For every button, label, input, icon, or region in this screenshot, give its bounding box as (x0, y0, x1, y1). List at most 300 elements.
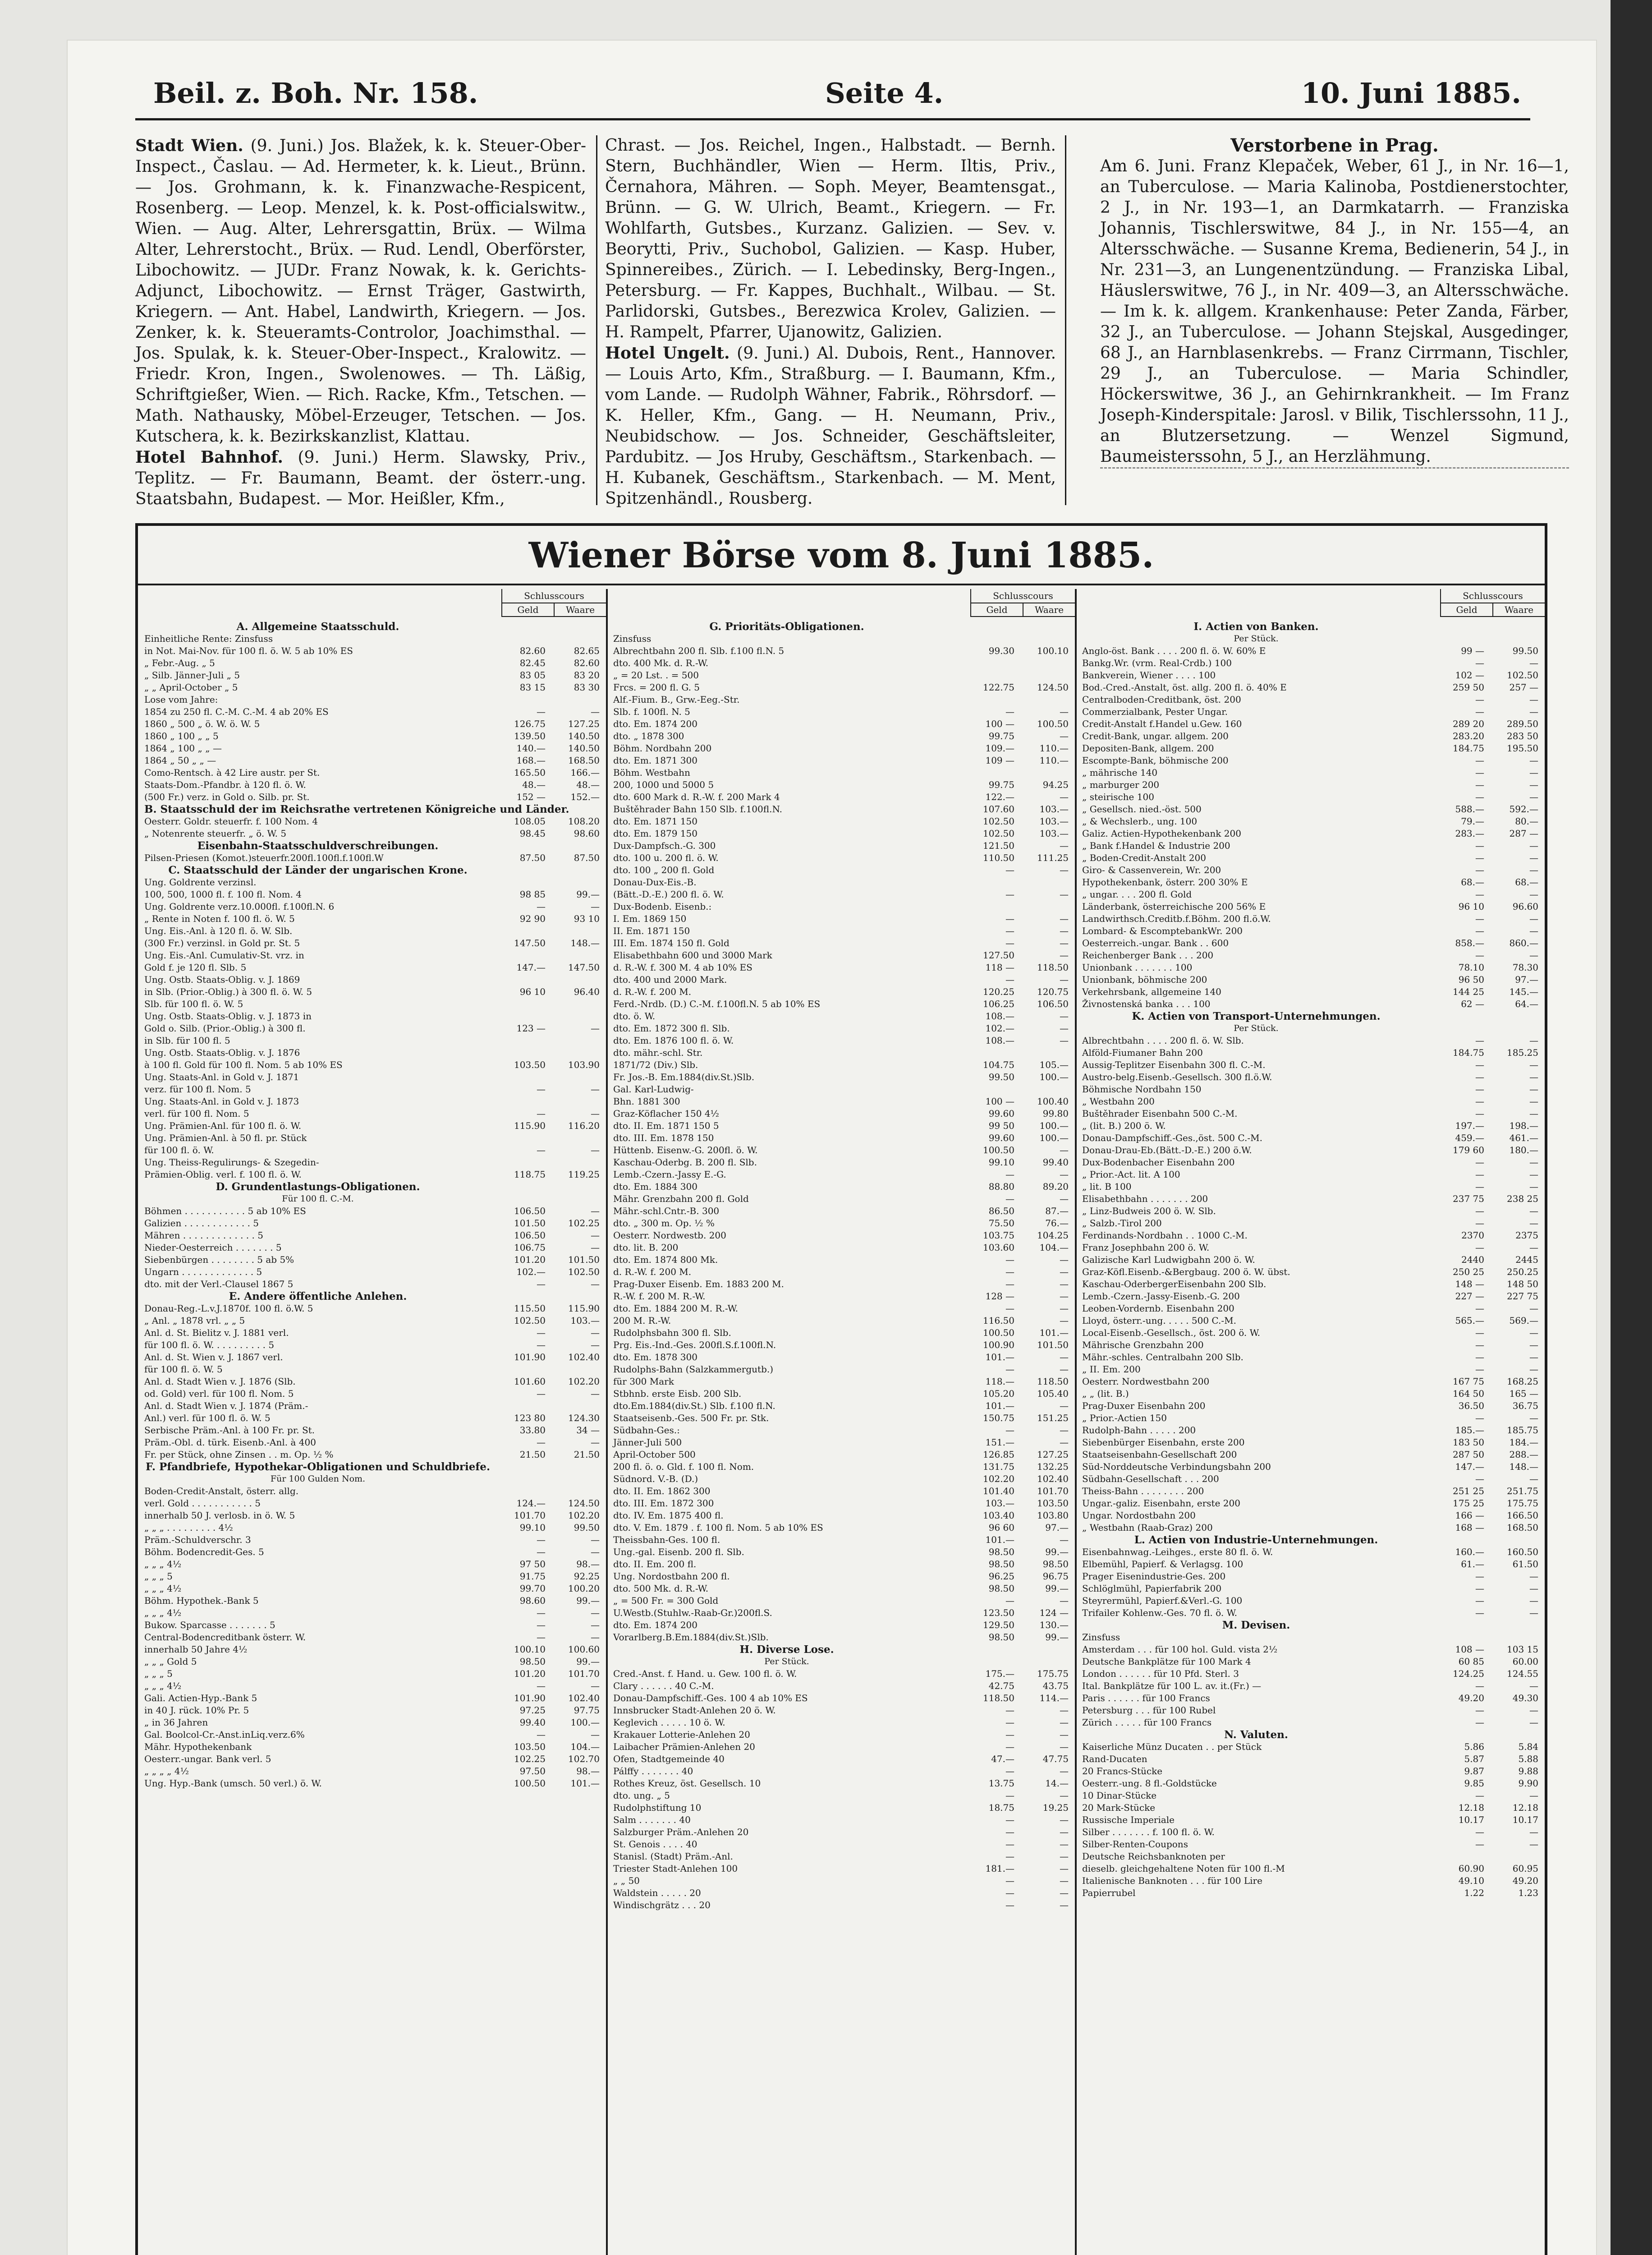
schlusscours-header (970, 589, 1075, 617)
quotation-row (1082, 1424, 1538, 1436)
geld-value: — (1005, 1364, 1014, 1375)
security-name: Rudolph-Bahn . . . . . 200 (1082, 1425, 1196, 1436)
security-name: London . . . . . . für 10 Pfd. Sterl. 3 (1082, 1668, 1239, 1679)
section-subheading (1082, 1022, 1538, 1035)
quotation-row (613, 1436, 1069, 1449)
waare-value: 110.— (1039, 755, 1069, 766)
waare-value: — (1529, 1108, 1538, 1119)
geld-value: — (1005, 1827, 1014, 1837)
quotation-row (613, 876, 1069, 888)
quotation-row (1082, 1035, 1538, 1047)
geld-value: — (1475, 1242, 1484, 1253)
geld-value: 36.50 (1458, 1400, 1484, 1411)
quotation-row (613, 1144, 1069, 1156)
waare-value: 130.— (1039, 1620, 1069, 1630)
quotation-row (144, 1059, 600, 1071)
geld-value: — (1475, 1595, 1484, 1606)
security-name: „ „ „ 4½ (144, 1583, 182, 1594)
geld-value: 118.— (985, 1376, 1014, 1387)
quotation-row (1082, 1887, 1538, 1899)
waare-value: — (1060, 1266, 1069, 1277)
quotation-row (144, 1339, 600, 1351)
quotation-row (1082, 1436, 1538, 1449)
quotation-row (613, 1071, 1069, 1083)
geld-value: 101.— (985, 1534, 1014, 1545)
quotation-row (144, 730, 600, 742)
waare-value: 34 — (576, 1425, 600, 1436)
quotation-row (144, 1680, 600, 1692)
security-name: Kaschau-Oderbg. B. 200 fl. Slb. (613, 1157, 757, 1168)
waare-value: 101.50 (1037, 1339, 1069, 1350)
arrivals-paragraph (605, 135, 1056, 343)
quotation-row (613, 1595, 1069, 1607)
geld-value: 127.50 (983, 950, 1014, 961)
geld-value: 99.70 (519, 1583, 546, 1594)
geld-value: — (1475, 1096, 1484, 1107)
waare-value: — (1529, 1473, 1538, 1484)
quotation-row (613, 913, 1069, 925)
geld-value: — (1475, 865, 1484, 875)
quotation-row (613, 1327, 1069, 1339)
geld-value: 99.60 (988, 1108, 1014, 1119)
security-name: Slb. f. 100fl. N. 5 (613, 706, 690, 717)
geld-value: 86.50 (988, 1206, 1014, 1216)
quotation-row (1082, 1108, 1538, 1120)
security-name: Salzburger Präm.-Anlehen 20 (613, 1827, 749, 1837)
quotation-row (613, 1254, 1069, 1266)
geld-value: — (1005, 1254, 1014, 1265)
quotation-row (144, 791, 600, 803)
security-name: Verkehrsbank, allgemeine 140 (1082, 986, 1221, 997)
quotation-row (144, 1717, 600, 1729)
security-name: dto. IV. Em. 1875 400 fl. (613, 1510, 724, 1521)
geld-value: 103.50 (514, 1059, 546, 1070)
security-name: Oesterr. Goldr. steuerfr. f. 100 Nom. 4 (144, 816, 318, 827)
waare-value: 43.75 (1042, 1680, 1069, 1691)
quotation-row (613, 1169, 1069, 1181)
waare-value: 49.20 (1512, 1875, 1538, 1886)
geld-value: 100.10 (514, 1644, 546, 1655)
section-heading (613, 1643, 1069, 1656)
security-name: Lombard- & EscomptebankWr. 200 (1082, 925, 1243, 936)
quotation-row (1082, 1875, 1538, 1887)
waare-value: — (1060, 1595, 1069, 1606)
stock-exchange-table (135, 523, 1547, 2255)
geld-value: 101.60 (514, 1376, 546, 1387)
security-name: „ „ „ 5 (144, 1571, 173, 1582)
waare-value: — (1060, 913, 1069, 924)
quotation-row (1082, 1607, 1538, 1619)
geld-value: — (1475, 1206, 1484, 1216)
quotation-row (144, 974, 600, 986)
quotation-row (1082, 1473, 1538, 1485)
waare-value: — (1060, 1717, 1069, 1728)
arrivals-paragraph (605, 343, 1056, 509)
geld-value: — (1475, 1839, 1484, 1850)
security-name: Theiss-Bahn . . . . . . . . 200 (1082, 1486, 1204, 1496)
quotation-row (144, 669, 600, 681)
security-name: Local-Eisenb.-Gesellsch., öst. 200 ö. W. (1082, 1327, 1261, 1338)
geld-value: 175.— (985, 1668, 1014, 1679)
geld-value: — (1005, 938, 1014, 948)
security-name: Mähren . . . . . . . . . . . . . 5 (144, 1230, 263, 1241)
security-name: dto. 100 „ 200 fl. Gold (613, 865, 715, 875)
column-divider (596, 135, 597, 505)
geld-value: 9.87 (1464, 1766, 1484, 1776)
security-name: „ „ „ . . . . . . . . . 4½ (144, 1522, 233, 1533)
security-name: „ Prior.-Actien 150 (1082, 1413, 1167, 1423)
waare-value: 99.80 (1042, 1108, 1069, 1119)
geld-value: — (1475, 658, 1484, 668)
security-name: Bankverein, Wiener . . . . 100 (1082, 670, 1216, 681)
quotation-row (144, 767, 600, 779)
waare-value: — (1529, 1352, 1538, 1362)
security-name: Mähr. Hypothekenbank (144, 1741, 252, 1752)
geld-value: 123.50 (983, 1607, 1014, 1618)
schlusscours-header (1440, 589, 1545, 617)
geld-value: — (1475, 1571, 1484, 1582)
section-heading (1082, 621, 1538, 633)
security-name: Aussig-Teplitzer Eisenbahn 300 fl. C.-M. (1082, 1059, 1266, 1070)
quotation-row (1082, 1315, 1538, 1327)
security-name: Franz Josephbahn 200 ö. W. (1082, 1242, 1210, 1253)
geld-value: 98.50 (988, 1546, 1014, 1557)
geld-value: — (537, 1620, 546, 1630)
geld-value: 99.75 (988, 779, 1014, 790)
geld-value: — (1475, 779, 1484, 790)
security-name: Elbemühl, Papierf. & Verlagsg. 100 (1082, 1559, 1244, 1569)
geld-value: — (1005, 1717, 1014, 1728)
waare-value: 100.60 (568, 1644, 600, 1655)
waare-value: 106.50 (1037, 999, 1069, 1009)
quotation-row (613, 1887, 1069, 1899)
quotation-row (144, 1376, 600, 1388)
security-name: Fr. per Stück, ohne Zinsen . . m. Op. ½ % (144, 1449, 334, 1460)
geld-value: 121.50 (983, 840, 1014, 851)
quotation-row (144, 1424, 600, 1436)
security-name: Waldstein . . . . . 20 (613, 1887, 701, 1898)
security-name: Salm . . . . . . . 40 (613, 1814, 691, 1825)
section-subheading (613, 1656, 1069, 1668)
geld-value: — (1005, 706, 1014, 717)
waare-value: 289.50 (1507, 718, 1538, 729)
geld-value: 47.— (991, 1753, 1014, 1764)
geld-value: 99 — (1461, 645, 1484, 656)
security-name: dto. Em. 1879 150 (613, 828, 698, 839)
waare-value: 101.70 (1037, 1486, 1069, 1496)
security-name: Stanisl. (Stadt) Präm.-Anl. (613, 1851, 733, 1862)
quotation-row (613, 1461, 1069, 1473)
quotation-row (1082, 1376, 1538, 1388)
quotation-row (1082, 1217, 1538, 1229)
waare-value: — (591, 1729, 600, 1740)
security-name: „ & Wechslerb., ung. 100 (1082, 816, 1198, 827)
geld-value: — (537, 901, 546, 912)
waare-value: 105.— (1039, 1059, 1069, 1070)
waare-value: 110.— (1039, 743, 1069, 754)
geld-value: 106.25 (983, 999, 1014, 1009)
security-name: Anl. d. St. Wien v. J. 1867 verl. (144, 1352, 283, 1362)
quotation-row (1082, 974, 1538, 986)
waare-value: 49.30 (1512, 1693, 1538, 1703)
geld-value: 105.20 (983, 1388, 1014, 1399)
waare-value: 124.50 (568, 1498, 600, 1509)
waare-value: 111.25 (1037, 852, 1069, 863)
geld-value: — (1005, 1193, 1014, 1204)
geld-value: 101.90 (514, 1693, 546, 1703)
quotation-row (144, 1327, 600, 1339)
security-name: Pilsen-Priesen (Komot.)steuerfr.200fl.100fl.f.100fl.W (144, 852, 384, 863)
quotation-row (144, 1144, 600, 1156)
geld-value: 98.60 (519, 1595, 546, 1606)
geld-value: 92 90 (519, 913, 546, 924)
waare-value: — (1060, 1145, 1069, 1155)
section-heading (1082, 1729, 1538, 1741)
geld-value: — (1005, 1839, 1014, 1850)
waare-value: 47.75 (1042, 1753, 1069, 1764)
quotation-row (613, 1181, 1069, 1193)
quotation-row (613, 986, 1069, 998)
geld-value: 99.60 (988, 1132, 1014, 1143)
schlusscours-label: Schlusscours (1441, 589, 1545, 603)
geld-value: — (1005, 1279, 1014, 1289)
quotation-row (1082, 694, 1538, 706)
security-name: Donau-Reg.-L.v.J.1870f. 100 fl. ö.W. 5 (144, 1303, 313, 1314)
security-name: Papierrubel (1082, 1887, 1136, 1898)
security-name: 20 Francs-Stücke (1082, 1766, 1163, 1776)
security-name: Bhn. 1881 300 (613, 1096, 680, 1107)
waare-value: — (591, 1242, 600, 1253)
waare-value: 103.— (1039, 828, 1069, 839)
geld-value: 99 50 (988, 1120, 1014, 1131)
waare-value: — (591, 1534, 600, 1545)
title-rule (138, 584, 1545, 585)
geld-value: 103.40 (983, 1510, 1014, 1521)
quotation-row (144, 694, 600, 706)
waare-value: — (1060, 1814, 1069, 1825)
quotation-row (1082, 1339, 1538, 1351)
waare-value: 5.84 (1518, 1741, 1538, 1752)
security-name: dto. 600 Mark d. R.-W. f. 200 Mark 4 (613, 792, 780, 802)
quotation-list (1082, 621, 1538, 2255)
geld-value: 110.50 (983, 852, 1014, 863)
security-name: H. Diverse Lose. (739, 1643, 834, 1656)
security-name: Lemb.-Czern.-Jassy E.-G. (613, 1169, 726, 1180)
waare-value: — (1529, 1242, 1538, 1253)
waare-value: — (1060, 1254, 1069, 1265)
security-name: Graz-Köfl.Eisenb.-&Bergbaug. 200 ö. W. übst. (1082, 1266, 1290, 1277)
quotation-row (144, 962, 600, 974)
security-name: Pálffy . . . . . . . 40 (613, 1766, 693, 1776)
quotation-row (613, 1022, 1069, 1035)
geld-value: 287 50 (1453, 1449, 1484, 1460)
quotation-row (613, 1522, 1069, 1534)
waare-value: 140.50 (568, 731, 600, 741)
quotation-row (1082, 1302, 1538, 1315)
geld-value: 152 — (516, 792, 546, 802)
quotation-row (1082, 1327, 1538, 1339)
waare-value: — (1529, 755, 1538, 766)
security-name: April-October 500 (613, 1449, 696, 1460)
quotation-row (1082, 1777, 1538, 1790)
waare-value: 147.50 (568, 962, 600, 973)
security-name: in Not. Mai-Nov. für 100 fl. ö. W. 5 ab 10% ES (144, 645, 353, 656)
geld-label: Geld (971, 603, 1023, 617)
security-name: Siebenbürger Eisenbahn, erste 200 (1082, 1437, 1245, 1448)
waare-value: — (1060, 1315, 1069, 1326)
waare-value: — (1060, 950, 1069, 961)
waare-value: — (1529, 1839, 1538, 1850)
geld-value: 101.40 (983, 1486, 1014, 1496)
security-name: für 100 fl. ö. W. (144, 1145, 214, 1155)
waare-value: 592.— (1509, 804, 1538, 815)
quotation-row (144, 1400, 600, 1412)
geld-value: 124.— (516, 1498, 546, 1509)
waare-value: 99.— (1045, 1546, 1069, 1557)
quotation-row (1082, 852, 1538, 864)
quotation-row (144, 1436, 600, 1449)
waare-value: 119.25 (568, 1169, 600, 1180)
security-name: Lose vom Jahre: (144, 694, 218, 705)
quotation-row (613, 657, 1069, 669)
security-name: d. R.-W. f. 200 M. (613, 986, 692, 997)
waare-value: 64.— (1515, 999, 1538, 1009)
geld-value: — (1475, 1352, 1484, 1362)
security-name: Silber . . . . . . . f. 100 fl. ö. W. (1082, 1827, 1215, 1837)
security-name: Graz-Köflacher 150 4½ (613, 1108, 719, 1119)
geld-value: 116.50 (983, 1315, 1014, 1326)
quotation-row (613, 767, 1069, 779)
security-name: Ung. Goldrente verzinsl. (144, 877, 257, 888)
waare-value: — (1060, 1352, 1069, 1362)
geld-value: 118.50 (983, 1693, 1014, 1703)
security-name: Slb. für 100 fl. ö. W. 5 (144, 999, 243, 1009)
quotation-row (144, 1607, 600, 1619)
geld-value: — (1005, 913, 1014, 924)
security-name: Für 100 fl. C.-M. (282, 1194, 354, 1204)
security-name: Rudolphs-Bahn (Salzkammergutb.) (613, 1364, 774, 1375)
security-name: innerhalb 50 Jahre 4½ (144, 1644, 248, 1655)
waare-value: 168.50 (568, 755, 600, 766)
quotation-row (1082, 986, 1538, 998)
security-name: Ung. Hyp.-Bank (umsch. 50 verl.) ö. W. (144, 1778, 322, 1789)
quotation-row (1082, 888, 1538, 901)
waare-value: 124.55 (1507, 1668, 1538, 1679)
security-name: Fr. Jos.-B. Em.1884(div.St.)Slb. (613, 1072, 755, 1082)
security-name: Südbahn-Gesellschaft . . . 200 (1082, 1473, 1219, 1484)
geld-value: 102.25 (514, 1753, 546, 1764)
security-name: Mähr. Grenzbahn 200 fl. Gold (613, 1193, 749, 1204)
security-name: Bukow. Sparcasse . . . . . . . 5 (144, 1620, 275, 1630)
waare-value: — (1529, 1339, 1538, 1350)
security-name: dto. ö. W. (613, 1011, 656, 1022)
quotation-row (1082, 1838, 1538, 1850)
geld-value: 102 — (1455, 670, 1484, 681)
quotation-row (144, 1522, 600, 1534)
quotation-row (1082, 730, 1538, 742)
security-name: „ ungar. . . . 200 fl. Gold (1082, 889, 1192, 900)
security-name: dto. II. Em. 1871 150 5 (613, 1120, 719, 1131)
quotation-row (1082, 962, 1538, 974)
geld-value: — (1475, 767, 1484, 778)
security-name: Böhmen . . . . . . . . . . . 5 ab 10% ES (144, 1206, 306, 1216)
quotation-row (144, 1132, 600, 1144)
waare-value: 227 75 (1507, 1291, 1538, 1302)
geld-value: 12.18 (1458, 1802, 1484, 1813)
quotation-row (613, 1668, 1069, 1680)
quotation-row (613, 1692, 1069, 1704)
quotation-row (1082, 937, 1538, 949)
waare-value: 102.20 (568, 1510, 600, 1521)
waare-value: 104.— (570, 1741, 600, 1752)
security-name: 200 M. R.-W. (613, 1315, 671, 1326)
quotation-row (613, 998, 1069, 1010)
geld-value: — (1005, 1790, 1014, 1801)
security-name: Lloyd, österr.-ung. . . . . 500 C.-M. (1082, 1315, 1236, 1326)
hotel-name: Hotel Bahnhof. (135, 448, 283, 467)
geld-value: 120.25 (983, 986, 1014, 997)
waare-value: — (1529, 840, 1538, 851)
arrivals-column-2 (605, 135, 1056, 509)
quotation-row (1082, 1095, 1538, 1108)
geld-value: 97.25 (519, 1705, 546, 1716)
waare-value: 100.20 (568, 1583, 600, 1594)
waare-value: — (1529, 1705, 1538, 1716)
geld-value: 79.— (1461, 816, 1484, 827)
quotation-row (613, 779, 1069, 791)
geld-value: 98 85 (519, 889, 546, 900)
geld-value: 107.60 (983, 804, 1014, 815)
quotation-row (613, 730, 1069, 742)
waare-value: 148 50 (1507, 1279, 1538, 1289)
waare-value: 132.25 (1037, 1461, 1069, 1472)
security-name: dto. Em. 1872 300 fl. Slb. (613, 1023, 730, 1034)
quotation-row (1082, 1205, 1538, 1217)
security-name: Oesterreich.-ungar. Bank . . 600 (1082, 938, 1229, 948)
waare-value: 12.18 (1512, 1802, 1538, 1813)
quotation-row (613, 1558, 1069, 1570)
geld-value: 62 — (1461, 999, 1484, 1009)
quotation-row (144, 998, 600, 1010)
quotation-row (144, 1583, 600, 1595)
geld-value: 103.— (985, 1498, 1014, 1509)
security-name: Anl. d. Stadt Wien v. J. 1874 (Präm.- (144, 1400, 308, 1411)
waare-value: — (1060, 889, 1069, 900)
quotation-row (613, 706, 1069, 718)
security-name: Triester Stadt-Anlehen 100 (613, 1863, 738, 1874)
security-name: Mährische Grenzbahn 200 (1082, 1339, 1204, 1350)
security-name: Lemb.-Czern.-Jassy-Eisenb.-G. 200 (1082, 1291, 1240, 1302)
security-name: Hüttenb. Eisenw.-G. 200fl. ö. W. (613, 1145, 758, 1155)
waare-value: 185.25 (1507, 1047, 1538, 1058)
waare-value: 168.50 (1507, 1522, 1538, 1533)
geld-value: — (537, 1145, 546, 1155)
waare-value: 36.75 (1512, 1400, 1538, 1411)
quotation-row (613, 1266, 1069, 1278)
geld-value: 96 10 (1458, 901, 1484, 912)
waare-value: — (1060, 840, 1069, 851)
quotation-row (613, 1473, 1069, 1485)
security-name: Gali. Actien-Hyp.-Bank 5 (144, 1693, 257, 1703)
waare-value: — (1060, 1011, 1069, 1022)
security-name: in Slb. (Prior.-Oblig.) à 300 fl. ö. W. 5 (144, 986, 312, 997)
geld-value: — (1005, 1595, 1014, 1606)
geld-value: 96 60 (988, 1522, 1014, 1533)
waare-value: — (1060, 1863, 1069, 1874)
security-name: dto. Em. 1876 100 fl. ö. W. (613, 1035, 734, 1046)
quotation-row (613, 718, 1069, 730)
geld-value: — (537, 1339, 546, 1350)
